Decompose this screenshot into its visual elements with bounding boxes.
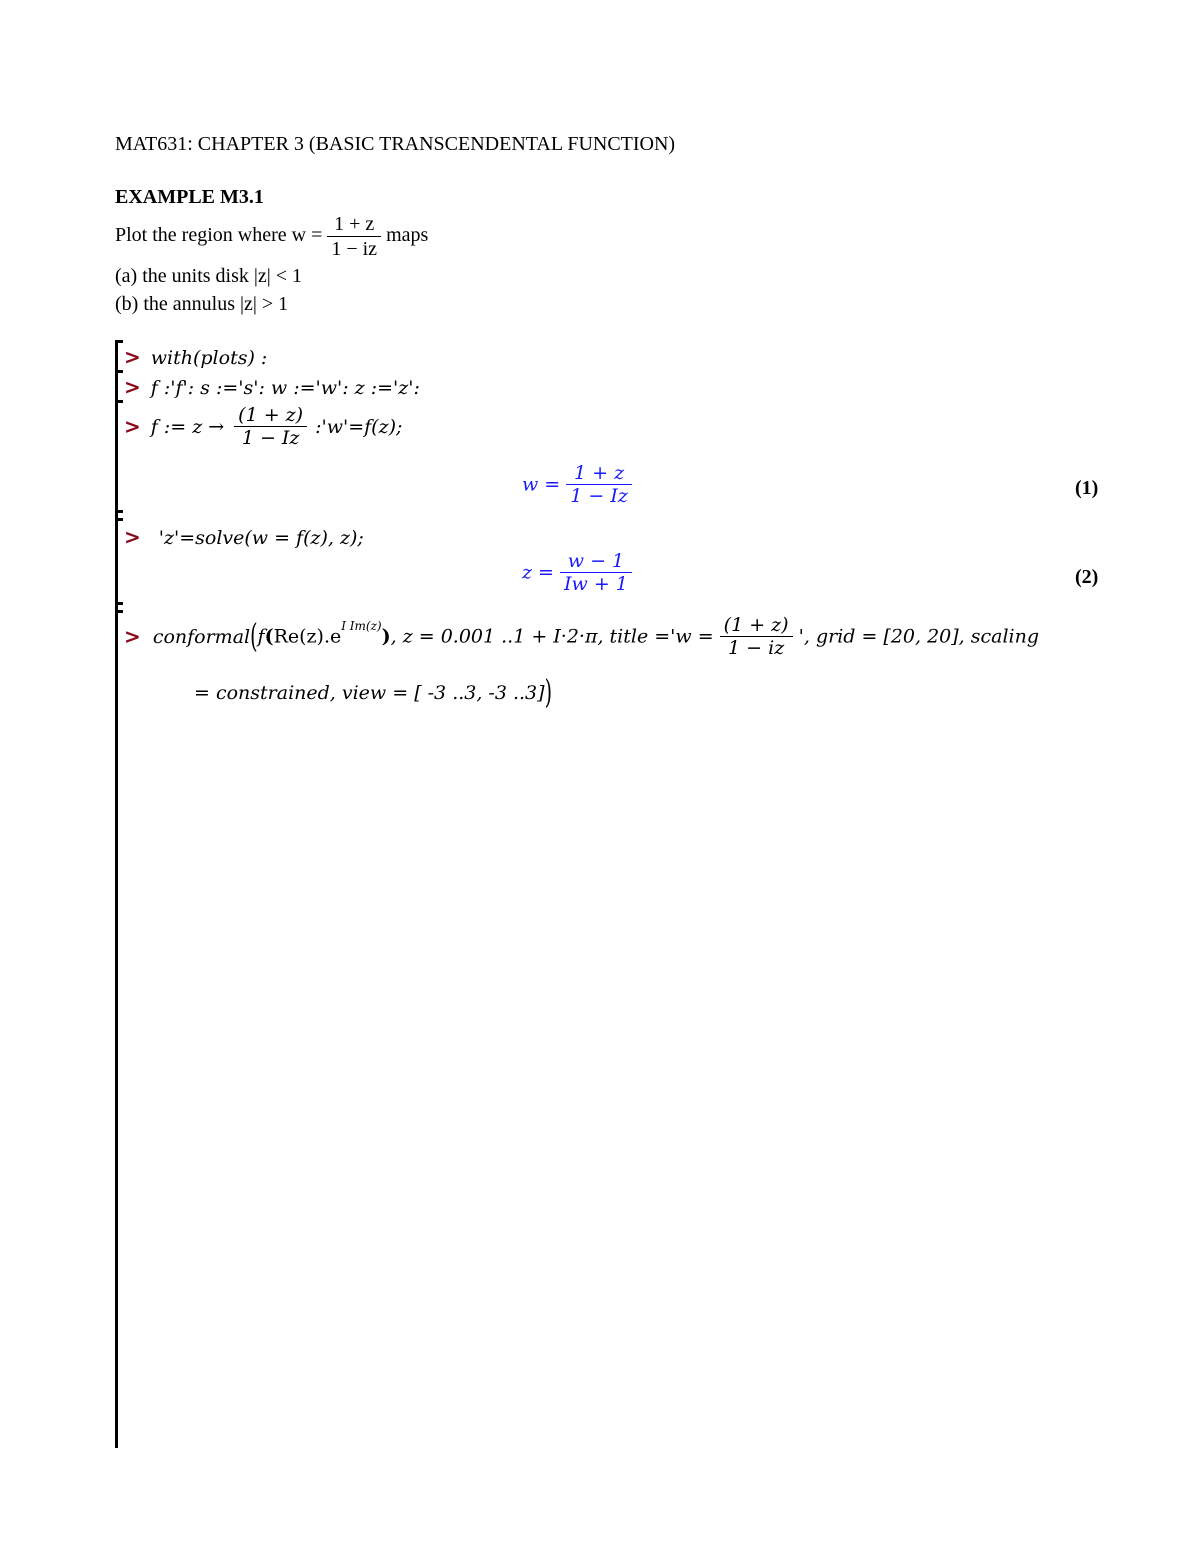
command-define-f-fraction[interactable] (234, 404, 307, 449)
command-conformal-title-fraction[interactable] (720, 614, 793, 659)
group-bracket-top-1 (115, 340, 123, 343)
prompt-icon: > (124, 525, 141, 549)
document-title: MAT631: CHAPTER 3 (BASIC TRANSCENDENTAL FUNCTION) (115, 133, 676, 155)
group-bracket-mid-2 (115, 400, 123, 403)
prompt-icon: > (124, 414, 141, 439)
fraction-denominator: 1 − iz (720, 636, 793, 659)
input-line-3[interactable] (124, 404, 402, 449)
problem-statement (115, 212, 428, 261)
output-equation-1 (522, 462, 632, 507)
output-lhs: w = (522, 473, 561, 496)
command-conformal-options[interactable]: ', grid = [20, 20], scaling (798, 625, 1040, 648)
fraction-numerator: 1 + z (574, 462, 625, 484)
input-line-4[interactable] (124, 525, 364, 549)
fraction-numerator: w − 1 (567, 550, 625, 572)
command-unassign[interactable]: f :'f': s :='s': w :='w': z :='z': (150, 377, 420, 399)
problem-fraction (327, 212, 381, 261)
command-define-f-lhs[interactable]: f := z → (150, 415, 225, 438)
command-conformal-name[interactable]: conformal (152, 625, 251, 648)
main-group-bracket (115, 340, 118, 1448)
open-paren-inner: ( (264, 625, 274, 648)
group-bracket-mid-6 (115, 610, 123, 613)
example-heading: EXAMPLE M3.1 (115, 186, 264, 208)
output-equation-2 (522, 550, 632, 595)
group-bracket-mid-4 (115, 518, 123, 521)
group-bracket-mid-5 (115, 602, 123, 605)
equation-label-1: (1) (1075, 477, 1099, 499)
problem-prefix: Plot the region where w = (115, 224, 323, 247)
fraction-denominator: 1 − Iz (234, 426, 307, 449)
equation-label-2: (2) (1075, 566, 1099, 588)
command-solve[interactable]: 'z'=solve(w = f(z), z); (158, 527, 364, 549)
fraction-numerator: 1 + z (334, 213, 375, 235)
command-conformal-exponent: I Im(z) (341, 618, 382, 633)
command-with-plots[interactable]: with(plots) : (150, 347, 268, 369)
prompt-icon: > (124, 345, 141, 369)
open-paren: ( (250, 617, 258, 656)
input-line-1[interactable] (124, 345, 267, 369)
problem-part-b: (b) the annulus |z| > 1 (115, 293, 289, 315)
fraction-numerator: (1 + z) (238, 404, 304, 426)
fraction-denominator: Iw + 1 (560, 572, 632, 595)
command-conformal-view[interactable]: = constrained, view = [ -3 ..3, -3 ..3] (194, 682, 545, 704)
prompt-icon: > (124, 375, 141, 399)
fraction-denominator: 1 − Iz (566, 484, 632, 507)
input-line-2[interactable] (124, 375, 420, 399)
group-bracket-mid-3 (115, 510, 123, 513)
close-paren-inner: ) (381, 625, 391, 648)
output-fraction (566, 462, 632, 507)
prompt-icon: > (124, 624, 141, 649)
command-conformal-arg[interactable]: Re(z).e (273, 625, 342, 648)
output-lhs: z = (522, 561, 554, 584)
command-conformal-f[interactable]: f (257, 625, 265, 648)
output-fraction (560, 550, 632, 595)
problem-suffix: maps (386, 224, 429, 247)
fraction-numerator: (1 + z) (723, 614, 789, 636)
close-paren: ) (544, 674, 552, 712)
input-line-5-continuation[interactable] (194, 674, 552, 712)
group-bracket-mid-1 (115, 370, 123, 373)
problem-part-a: (a) the units disk |z| < 1 (115, 265, 303, 287)
fraction-denominator: 1 − iz (327, 236, 381, 261)
command-define-f-rest[interactable]: :'w'=f(z); (315, 415, 403, 438)
input-line-5[interactable] (124, 614, 1039, 659)
command-conformal-range[interactable]: , z = 0.001 ..1 + I·2·π, title ='w = (390, 625, 714, 648)
